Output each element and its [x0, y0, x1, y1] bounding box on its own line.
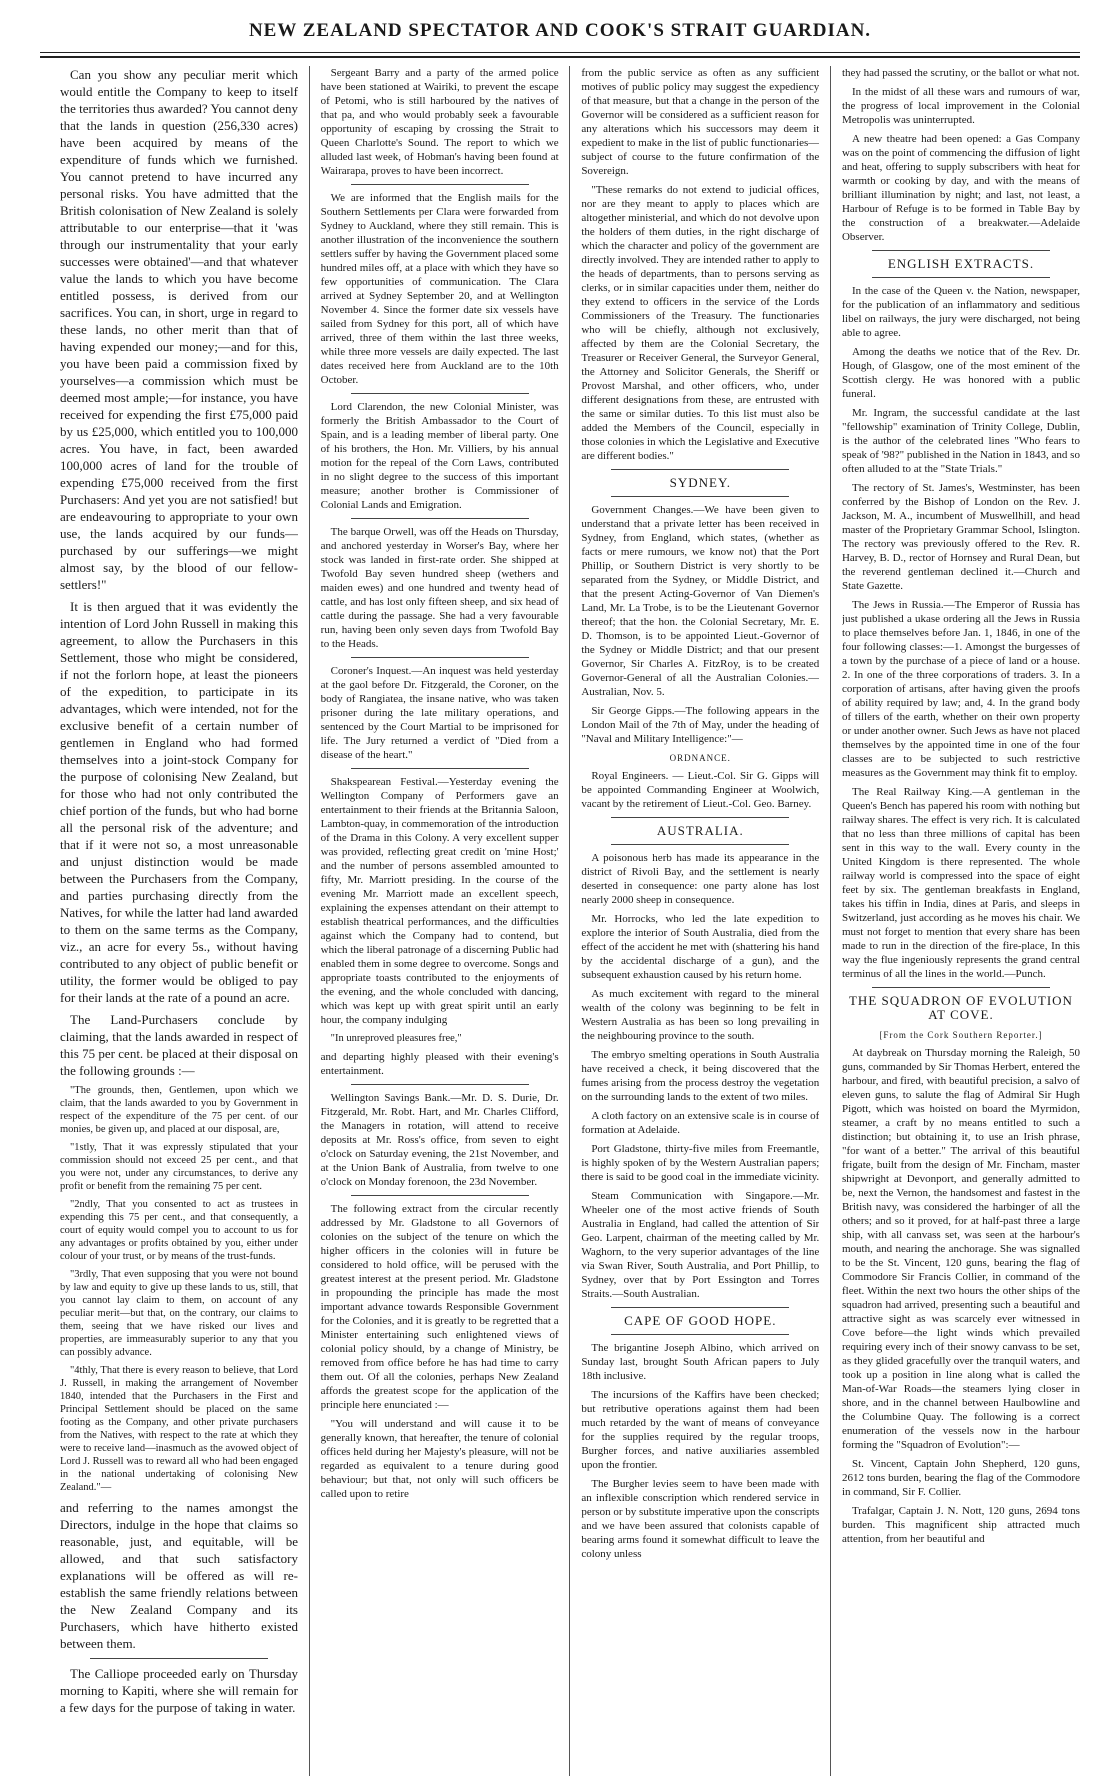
- section-divider: [611, 844, 789, 845]
- paragraph: The Land-Purchasers conclude by claiming, that the lands awarded in respect of this 75 per cent. be placed at their disposal on the following grounds :—: [60, 1012, 298, 1078]
- masthead-rule-bottom: [40, 56, 1080, 58]
- paragraph: Royal Engineers. — Lieut.-Col. Sir G. Gipps will be appointed Commanding Engineer at Woolwich, vacant by the retirement of Lieut.-Col. Geo. Barney.: [581, 770, 820, 810]
- paragraph: The Calliope proceeded early on Thursday morning to Kapiti, where she will remain for a few days for the purpose of taking in water.: [60, 1666, 298, 1715]
- section-heading: ENGLISH EXTRACTS.: [887, 256, 1035, 271]
- paragraph: The following extract from the circular recently addressed by Mr. Gladstone to all Governors of colonies on the subject of the tenure on which the higher officers in the colonies will in future be considered to hold office, will be perused with the greatest interest at the present period. Mr. Gladstone in propounding the principle has made the most important advance towards Responsible Government for the Colonies, and it is greatly to be regretted that a Minister entertaining such enlightened views of colonial policy should, by a change of Ministry, be removed from office before he has had time to carry them out. Of all the colonies, perhaps New Zealand affords the greatest scope for the application of the principle here enunciated :—: [320, 1203, 559, 1411]
- paragraph: from the public service as often as any sufficient motives of public policy may suggest the expediency of that measure, but that a change in the person of the Governor will be considered as a sufficient reason for any alterations which his successors may deem it expedient to make in the list of public functionaries—subject of course to the future confirmation of the Sovereign.: [581, 67, 820, 177]
- paragraph: Sergeant Barry and a party of the armed police have been stationed at Wairiki, to prevent the escape of Petomi, who is still harboured by the natives of that pa, and who would probably seek a favourable opportunity of escaping by crossing the Strait to Queen Charlotte's Sound. The report to which we alluded last week, of Hobman's having been found at Wairarapa, proves to have been incorrect.: [320, 67, 559, 177]
- paragraph: The brigantine Joseph Albino, which arrived on Sunday last, brought South African papers to July 18th inclusive.: [581, 1342, 820, 1382]
- section-divider: [351, 657, 529, 658]
- quote-paragraph: "4thly, That there is every reason to believe, that Lord J. Russell, in making the arrangement of November 1840, intended that the Purchasers in the First and Principal Settlement should be placed on the same footing as the Company, and other private purchasers from the Natives, with respect to the rate at which they were to receive land—inasmuch as the avowed object of Lord J. Russell was to reward all who had been engaged in the national undertaking of colonising New Zealand."—: [60, 1365, 298, 1493]
- paragraph: Coroner's Inquest.—An inquest was held yesterday at the gaol before Dr. Fitzgerald, the Coroner, on the body of Rangiatea, the insane native, who was taken prisoner during the late military operations, and sentenced by the Court Martial to be imprisoned for life. The Jury returned a verdict of "Died from a disease of the heart.": [320, 665, 559, 761]
- paragraph: Trafalgar, Captain J. N. Nott, 120 guns, 2694 tons burden. This magnificent ship attracted much attention, from her beautiful and: [841, 1505, 1080, 1545]
- paragraph: "You will understand and will cause it to be generally known, that hereafter, the tenure of colonial offices held during her Majesty's pleasure, will not be regarded as equivalent to a tenure during good behaviour; but that, not only will such officers be called upon to retire: [320, 1418, 559, 1500]
- paragraph: Government Changes.—We have been given to understand that a private letter has been received in Sydney, from England, which states, (whether as facts or mere rumours, we know not) that the Port Phillip, or Southern District is very shortly to be separated from the Sydney, or Middle District, and that the present Acting-Governor of Van Diemen's Land, Mr. La Trobe, is to be the Lieutenant Governor thereof; that the hon. the Colonial Secretary, Mr. E. D. Thomson, is to be appointed Lieut.-Governor of the Sydney or Middle District; and that our present Governor, Sir Charles A. FitzRoy, is to be created Governor-General of all the Australian Colonies.—Australian, Nov. 5.: [581, 504, 820, 698]
- section-divider: [351, 1195, 529, 1196]
- column-rule: [309, 66, 310, 1776]
- paragraph: Among the deaths we notice that of the Rev. Dr. Hough, of Glasgow, one of the most eminent of the Scottish clergy. He was honored with a public funeral.: [841, 346, 1080, 400]
- paragraph: they had passed the scrutiny, or the ballot or what not.: [841, 67, 1080, 79]
- section-divider: [611, 1334, 789, 1335]
- paragraph: The barque Orwell, was off the Heads on Thursday, and anchored yesterday in Worser's Bay, where her stock was landed in first-rate order. She shipped at Twofold Bay seven hundred sheep (wethers and maiden ewes) and one hundred and twenty head of cattle, and has lost only fifteen sheep, and six head of cattle during the passage. She had a very favourable run, having been only seven days from Twofold Bay to the Heads.: [320, 526, 559, 650]
- paragraph: The incursions of the Kaffirs have been checked; but retributive operations against them had been much retarded by the want of means of conveyance for the supplies required by the regular troops, Burgher forces, and native auxiliaries assembled upon the frontier.: [581, 1389, 820, 1471]
- column-2: [321, 66, 559, 1776]
- paragraph: Lord Clarendon, the new Colonial Minister, was formerly the British Ambassador to the Court of Spain, and is a leading member of liberal party. One of his brothers, the Hon. Mr. Villiers, by his annual motion for the repeal of the Corn Laws, contributed in no slight degree to the success of this important measure; another brother is Commissioner of Colonial Lands and Emigration.: [320, 401, 559, 511]
- quote-paragraph: "2ndly, That you consented to act as trustees in expending this 75 per cent., and that consequently, a court of equity would compel you to account to us for any advantages or profits obtained by you, either under colour of your trust, or by means of the trust-funds.: [60, 1199, 298, 1262]
- paragraph: Wellington Savings Bank.—Mr. D. S. Durie, Dr. Fitzgerald, Mr. Robt. Hart, and Mr. Charles Clifford, the Managers in rotation, will attend to receive deposits at Mr. Ross's office, from seven to eight o'clock on Saturday evening, the 21st November, and at the Union Bank of Australia, from twelve to one o'clock on Monday forenoon, the 23d November.: [320, 1092, 559, 1188]
- section-divider: [611, 1307, 789, 1308]
- paragraph: The Jews in Russia.—The Emperor of Russia has just published a ukase ordering all the Jews in Russia to place themselves before Jan. 1, 1846, in one of the four following classes:—1. Amongst the burgesses of a town by the purchase of a piece of land or a house. 2. In one of the three corporations of traders. 3. In a corporation of artisans, after having given the proofs of ability required by law; and, 4. In the grand body of tillers of the earth, whether on their own property or under another owner. Such Jews as have not placed themselves by the appointed time in one of the four classes are to be subjected to such restrictive measures as the Government may think fit to employ.: [841, 599, 1080, 779]
- section-divider: [872, 987, 1050, 988]
- section-divider: [90, 1658, 268, 1659]
- masthead-rule-top: [40, 52, 1080, 53]
- section-divider: [351, 184, 529, 185]
- paragraph: Mr. Horrocks, who led the late expedition to explore the interior of South Australia, died from the effect of the accident he met with (shattering his hand by the accidental discharge of a gun), and the subsequent exhaustion caused by his return home.: [581, 913, 820, 981]
- section-divider: [611, 817, 789, 818]
- paragraph: The embryo smelting operations in South Australia have received a check, it being discovered that the fumes arising from the process destroy the vegetation on the surrounding lands to the extent of two miles.: [581, 1049, 820, 1103]
- paragraph: In the midst of all these wars and rumours of war, the progress of local improvement in the Colonial Metropolis was uninterrupted.: [841, 86, 1080, 126]
- paragraph: Mr. Ingram, the successful candidate at the last "fellowship" examination of Trinity College, Dublin, is the author of the celebrated lines "Who fears to speak of '98?" published in the Nation in 1843, and so often alluded to at the "State Trials.": [841, 407, 1080, 475]
- paragraph: It is then argued that it was evidently the intention of Lord John Russell in making this agreement, to allow the Purchasers in this Settlement, those who might be considered, if not the forlorn hope, at least the pioneers of the expedition, to participate in its advantages, which were intended, not for the exclusive benefit of a certain number of gentlemen in England who had formed themselves into a joint-stock Company for the purpose of colonising New Zealand, but for those who had not only contributed the chief portion of the funds, but who had borne all the personal risk of the adventure; and that if it were not so, a most unreasonable and unjust distinction would be made between the Purchasers from the Company, and parties purchasing directly from the Natives, for while the latter had land awarded to them on the same terms as the Company, viz., an acre for every 5s., without having contributed to any object of public benefit or utility, the former would be obliged to pay for their lands at the rate of a pound an acre.: [60, 599, 298, 1005]
- paragraph: "These remarks do not extend to judicial offices, nor are they meant to apply to places which are altogether ministerial, and which do not devolve upon the holders of them duties, in the right discharge of which the character and policy of the government are directly involved. They are intended rather to apply to the heads of departments, than to persons serving as clerks, or in similar capacities under them, neither do they extend to officers in the service of the Lords Commissioners of the Treasury. The functionaries who will be chiefly, although not exclusively, affected by them are the Colonial Secretary, the Treasurer or Receiver General, the Surveyor General, the Attorney and Solicitor Generals, the Sheriff or Provost Marshal, and other officers, who, under different designations from these, are entrusted with the same or similar duties. To this list must also be added the Members of the Council, especially in those colonies in which the Legislative and Executive are different bodies.": [581, 184, 820, 462]
- section-heading: AUSTRALIA.: [656, 823, 744, 838]
- paragraph: and departing highly pleased with their evening's entertainment.: [320, 1051, 559, 1077]
- column-rule: [569, 66, 570, 1776]
- subsection-heading: ORDNANCE.: [669, 753, 731, 763]
- source-credit: [From the Cork Southern Reporter.]: [879, 1030, 1043, 1040]
- column-3: [581, 66, 819, 1776]
- section-divider: [351, 1084, 529, 1085]
- section-divider: [351, 393, 529, 394]
- paragraph: We are informed that the English mails for the Southern Settlements per Clara were forwarded from Sydney to Auckland, where they still remain. This is another illustration of the inconvenience the southern settlers suffer by having the Government placed some hundred miles off, at a place with which they have so few opportunities of communication. The Clara arrived at Sydney September 20, and at Wellington November 4. Since the former date six vessels have sailed from Sydney for this port, all of which have arrived, three of them within the last three weeks, while three more vessels are daily expected. The last dates received here from Auckland are to the 10th October.: [320, 192, 559, 386]
- paragraph: The Real Railway King.—A gentleman in the Queen's Bench has papered his room with nothing but railway shares. The effect is very rich. It is calculated that no less than three millions of capital has been sent in this way to the wall. Every county in the United Kingdom is there represented. The whole railway world is compressed into the space of eight feet by six. The gentleman breakfasts in England, takes his tiffin in India, dines at Paris, and sleeps in Switzerland, just according as he moves his chair. We must not forget to mention that every share has been made to run in the direction of the fire-place, In this way the flue ingeniously represents the grand central terminus of all the lines in the world.—Punch.: [841, 786, 1080, 980]
- section-heading: CAPE OF GOOD HOPE.: [624, 1313, 777, 1328]
- section-divider: [351, 768, 529, 769]
- paragraph: St. Vincent, Captain John Shepherd, 120 guns, 2612 tons burden, bearing the flag of the Commodore in command, Sir F. Collier.: [841, 1458, 1080, 1498]
- section-divider: [872, 277, 1050, 278]
- paragraph: and referring to the names amongst the Directors, indulge in the hope that claims so reasonable, just, and equitable, will be allowed, and that such satisfactory explanations will be offered as will re-establish the same friendly relations between the New Zealand Company and its Purchasers, which have hitherto existed between them.: [60, 1500, 298, 1651]
- paragraph: Port Gladstone, thirty-five miles from Freemantle, is highly spoken of by the Western Australian papers; there is said to be good coal in the immediate vicinity.: [581, 1143, 820, 1183]
- paragraph: The Burgher levies seem to have been made with an inflexible conscription which rendered service in person or by substitute imperative upon the conscripts and we have been assured that colonists capable of bearing arms found it somewhat difficult to leave the colony unless: [581, 1478, 820, 1560]
- paragraph: In the case of the Queen v. the Nation, newspaper, for the publication of an inflammatory and seditious libel on railways, the jury were discharged, not being able to agree.: [841, 285, 1080, 339]
- section-divider: [872, 250, 1050, 251]
- paragraph: The rectory of St. James's, Westminster, has been conferred by the Bishop of London on the Rev. J. Jackson, M. A., incumbent of Muswellhill, and head master of the Proprietary Grammar School, Islington. The rectory was previously offered to the Rev. R. Harvey, B. D., rector of Hornsey and Rural Dean, but the reverend gentleman declined it.—Church and State Gazette.: [841, 482, 1080, 592]
- paragraph: Can you show any peculiar merit which would entitle the Company to keep to itself the territories thus awarded? You cannot deny that the lands in question (256,330 acres) have been acquired by means of the expenditure of funds which we furnished. You cannot pretend to have incurred any personal risks. You have admitted that the British colonisation of New Zealand is solely attributable to our enterprise—that it 'was through our instrumentality that your early successes were obtained'—and that whatever value the lands to which you have become entitled possess, is derived from our sacrifices. You can, in short, urge in regard to these lands, no other merit than that of having expended our money;—and for this, you have been paid a commission fixed by yourselves—a commission which must be deemed most ample;—for instance, you have received for expending the first £75,000 paid by us £25,000, which entitled you to 100,000 acres. You have, in fact, been awarded 100,000 acres of land for the trouble of expending £75,000 received from the first Purchasers: And yet you are not satisfied! but are endeavouring to appropriate to your own use, the lands acquired by our funds—purchased by our sufferings—we might almost say, by the blood of our fellow-settlers!": [60, 67, 298, 592]
- article-columns: [60, 66, 1080, 1776]
- paragraph: At daybreak on Thursday morning the Raleigh, 50 guns, commanded by Sir Thomas Herbert, entered the harbour, and fired, with beautiful precision, a salvo of eleven guns, to salute the flag of Admiral Sir Hugh Pigott, which was hoisted on board the Myrmidon, steamer, a craft by no means entitled to such a distinction; but obtaining it, to use an Irish phrase, "for want of a better." The arrival of this beautiful frigate, built from the design of Mr. Fincham, master shipwright at Devonport, and generally admitted to be, next the Vernon, the handsomest and fastest in the British navy, was considered the harbinger of all the others; and so it proved, for at half-past three a large ship, with all canvass set, was seen at the harbour's mouth, and nearing the anchorage. She was signalled to be the St. Vincent, 120 guns, bearing the flag of Commodore Sir Francis Collier, in command of the fleet. Within the next two hours the other ships of the squadron had arrived, presenting such a beautiful and attractive sight as was scarcely ever witnessed in Cove before—the light winds which prevailed requiring every inch of their snowy canvass to be set, as they glided gracefully over the tranquil waters, and took up a position in line along what is called the Man-of-War Roads—the steamers lying closer in shore, and in the channel between Haulbowline and the Columbine Quay. The following is a correct enumeration of the vessels now in the harbour forming the "Squadron of Evolution":—: [841, 1047, 1080, 1451]
- quote-paragraph: "The grounds, then, Gentlemen, upon which we claim, that the lands awarded to you by Government in respect of the expenditure of the 75 per cent. of our monies, be given up, and placed at our disposal, are,: [60, 1085, 298, 1135]
- paragraph: As much excitement with regard to the mineral wealth of the colony was beginning to be felt in Western Australia as has been so long prevailing in the neighbouring province to the south.: [581, 988, 820, 1042]
- section-heading: THE SQUADRON OF EVOLUTION AT COVE.: [848, 993, 1073, 1022]
- paragraph: Steam Communication with Singapore.—Mr. Wheeler one of the most active friends of South Australia in England, had called the attention of Sir Geo. Larpent, chairman of the meeting called by Mr. Waghorn, to the very superior advantages of the line via Swan River, South Australia, and Port Phillip, to Sydney, over that by Port Essington and Torres Straits.—South Australian.: [581, 1190, 820, 1300]
- paragraph: A poisonous herb has made its appearance in the district of Rivoli Bay, and the settlement is nearly deserted in consequence: one party alone has lost nearly 2000 sheep in consequence.: [581, 852, 820, 906]
- quote-paragraph: "In unreproved pleasures free,": [330, 1033, 462, 1044]
- paragraph: Shakspearean Festival.—Yesterday evening the Wellington Company of Performers gave an entertainment to their friends at the Britannia Saloon, Lambton-quay, in commemoration of the introduction of the Drama in this Colony. A very excellent supper was provided, reflecting great credit on 'mine Host;' and the number of persons assembled amounted to fifty, Mr. Marriott presiding. In the course of the evening Mr. Marriott made an excellent speech, explaining the expenses attendant on their attempt to establish theatrical performances, and the difficulties against which the Company had to contend, but which the liberal patronage of a discerning Public had enabled them in some degree to overcome. Songs and appropriate toasts contributed to the enjoyments of the evening, and the whole concluded with dancing, which was kept up with great spirit until an early hour, the company indulging: [320, 776, 559, 1026]
- section-divider: [611, 496, 789, 497]
- section-divider: [351, 518, 529, 519]
- quote-paragraph: "1stly, That it was expressly stipulated that your commission should not exceed 25 per cent., and that you were not, under any circumstances, to derive any profit or benefit from the remaining 75 per cent.: [60, 1142, 298, 1192]
- column-rule: [830, 66, 831, 1776]
- column-1: [60, 66, 298, 1776]
- paragraph: A new theatre had been opened: a Gas Company was on the point of commencing the diffusion of light and heat, offering to supply subscribers with heat for warmth or cooking by day, and with the means of brilliant illumination by night; and last, not least, a Harbour of Refuge is to be formed in Table Bay by the construction of a breakwater.—Adelaide Observer.: [841, 133, 1080, 243]
- paragraph: Sir George Gipps.—The following appears in the London Mail of the 7th of May, under the heading of "Naval and Military Intelligence:"—: [581, 705, 820, 745]
- paragraph: A cloth factory on an extensive scale is in course of formation at Adelaide.: [581, 1110, 820, 1136]
- section-divider: [611, 469, 789, 470]
- masthead-title: NEW ZEALAND SPECTATOR AND COOK'S STRAIT GUARDIAN.: [248, 20, 872, 41]
- column-4: [842, 66, 1080, 1776]
- section-heading: SYDNEY.: [669, 475, 731, 490]
- quote-paragraph: "3rdly, That even supposing that you were not bound by law and equity to give up these lands to us, still, that you cannot lay claim to them, on account of any peculiar merit—but that, on the contrary, our claims to them, seeing that we have risked our lives and properties, are immeasurably superior to any that you can possibly advance.: [60, 1269, 298, 1358]
